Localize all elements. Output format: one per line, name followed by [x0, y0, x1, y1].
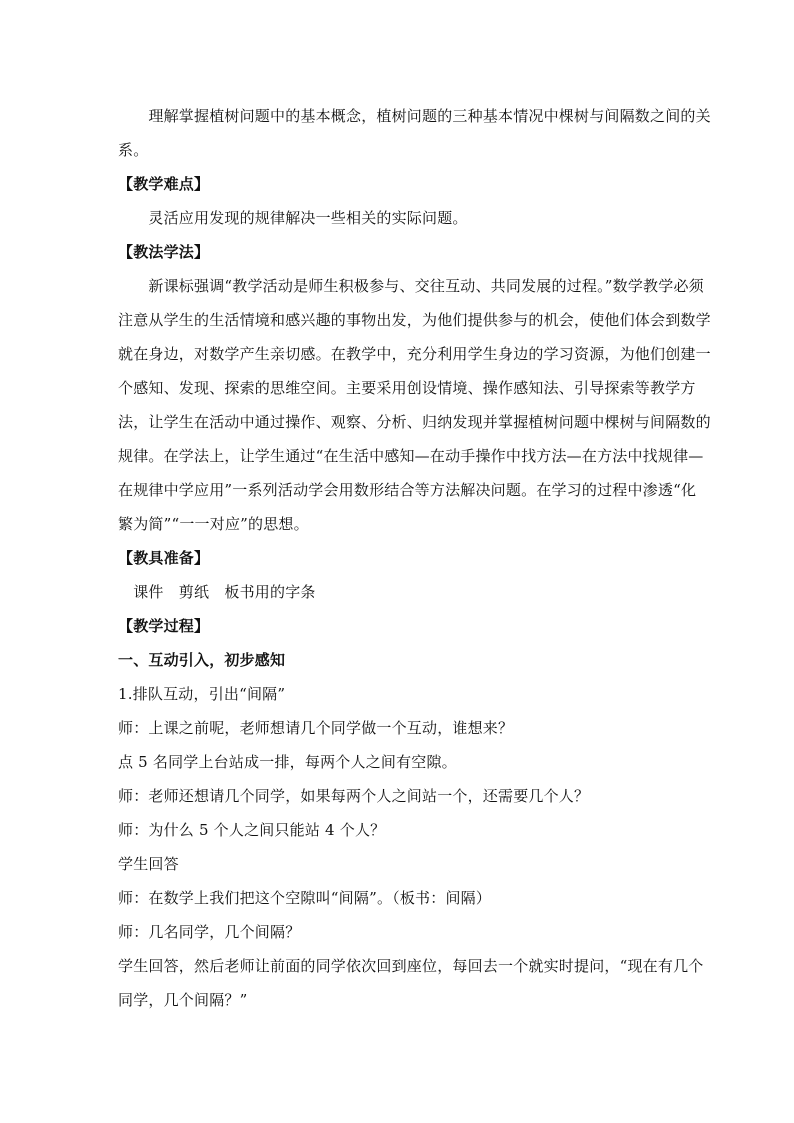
paragraph-line: 繁为简”“一一对应”的思想。	[118, 515, 309, 533]
paragraph-line: 学生回答，然后老师让前面的同学依次回到座位，每回去一个就实时提问，“现在有几个	[118, 957, 704, 975]
section-heading-materials: 【教具准备】	[118, 549, 210, 567]
paragraph-line: 师：上课之前呢，老师想请几个同学做一个互动，谁想来？	[118, 719, 514, 737]
paragraph-line: 个感知、发现、探索的思维空间。主要采用创设情境、操作感知法、引导探索等教学方	[118, 379, 696, 397]
paragraph-line: 新课标强调“教学活动是师生积极参与、交往互动、共同发展的过程。”数学教学必须	[118, 277, 704, 295]
paragraph-line: 规律。在学法上，让学生通过“在生活中感知—在动手操作中找方法—在方法中找规律—	[118, 447, 704, 465]
paragraph-line: 在规律中学应用”一系列活动学会用数形结合等方法解决问题。在学习的过程中渗透“化	[118, 481, 697, 499]
paragraph-line: 灵活应用发现的规律解决一些相关的实际问题。	[118, 209, 468, 227]
paragraph-line: 系。	[118, 141, 149, 159]
paragraph-line: 师：几名同学，几个间隔？	[118, 923, 301, 941]
section-heading-methods: 【教法学法】	[118, 243, 210, 261]
paragraph-line: 同学，几个间隔？”	[118, 991, 248, 1009]
paragraph-line: 师：在数学上我们把这个空隙叫“间隔”。（板书：间隔）	[118, 889, 492, 907]
paragraph-line: 1.排队互动，引出“间隔”	[118, 685, 286, 703]
paragraph-line: 法，让学生在活动中通过操作、观察、分析、归纳发现并掌握植树问题中棵树与间隔数的	[118, 413, 711, 431]
paragraph-line: 就在身边，对数学产生亲切感。在教学中，充分利用学生身边的学习资源，为他们创建一	[118, 345, 711, 363]
paragraph-line: 注意从学生的生活情境和感兴趣的事物出发，为他们提供参与的机会，使他们体会到数学	[118, 311, 711, 329]
paragraph-line: 理解掌握植树问题中的基本概念，植树问题的三种基本情况中棵树与间隔数之间的关	[118, 107, 711, 125]
paragraph-line: 师：为什么 5 个人之间只能站 4 个人？	[118, 821, 386, 839]
paragraph-line: 学生回答	[118, 855, 179, 873]
section-heading-process: 【教学过程】	[118, 617, 210, 635]
subsection-heading: 一、互动引入，初步感知	[118, 651, 286, 669]
paragraph-line: 课件 剪纸 板书用的字条	[118, 583, 316, 601]
section-heading-difficulty: 【教学难点】	[118, 175, 210, 193]
paragraph-line: 师：老师还想请几个同学，如果每两个人之间站一个，还需要几个人？	[118, 787, 590, 805]
paragraph-line: 点 5 名同学上台站成一排，每两个人之间有空隙。	[118, 753, 457, 771]
